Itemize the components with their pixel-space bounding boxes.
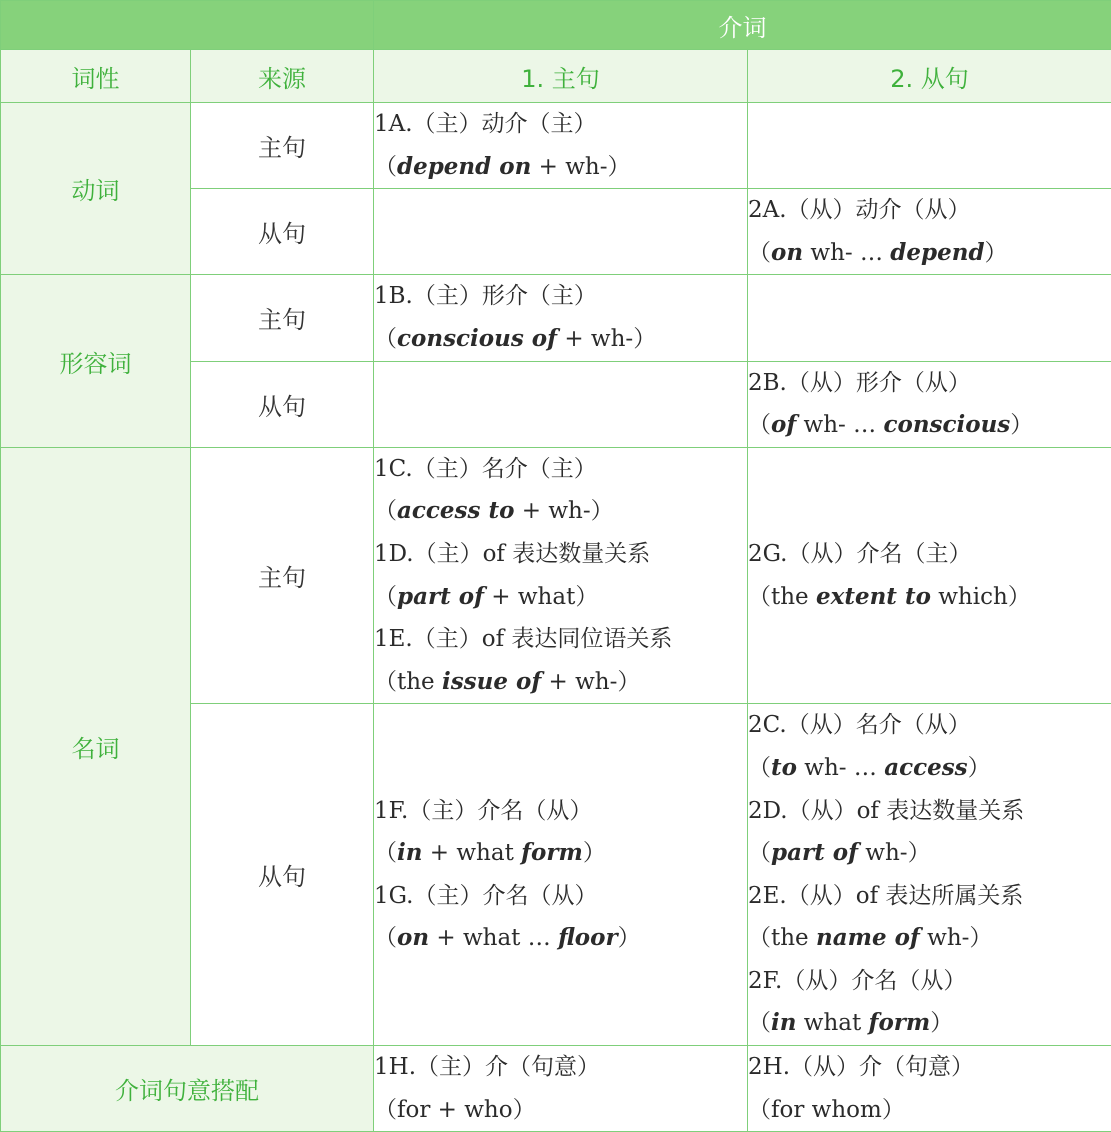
entry-label: 1F.（主）介名（从） [374,790,747,833]
entry-example: （part of wh-） [748,832,1111,875]
cell-empty [748,103,1111,189]
col-header-main: 1. 主句 [374,50,748,103]
cell-2G [748,447,1111,704]
entry-label: 1B.（主）形介（主） [374,275,747,318]
cell-empty [374,189,748,275]
col-header-sub: 2. 从句 [748,50,1111,103]
source-main: 主句 [191,275,374,361]
table-row [1,447,1111,704]
cell-2B [748,361,1111,447]
entry-example: （access to + wh-） [374,490,747,533]
pos-adjective: 形容词 [1,275,191,447]
col-header-source: 来源 [191,50,374,103]
source-sub: 从句 [191,704,374,1046]
header-row-top [1,1,1111,50]
cell-1H [374,1046,748,1132]
entry-example: （in what form） [748,1002,1111,1045]
entry-label: 2F.（从）介名（从） [748,960,1111,1003]
collocation-label: 介词句意搭配 [1,1046,374,1132]
entry-label: 1D.（主）of 表达数量关系 [374,533,747,576]
entry-example: （for + who） [374,1089,747,1132]
entry-label: 2D.（从）of 表达数量关系 [748,790,1111,833]
entry-label: 1E.（主）of 表达同位语关系 [374,618,747,661]
entry-example: （of wh- … conscious） [748,404,1111,447]
table-row [1,275,1111,361]
cell-2C-2F [748,704,1111,1046]
cell-empty [374,361,748,447]
pos-verb: 动词 [1,103,191,275]
table-row [1,1046,1111,1132]
entry-label: 1A.（主）动介（主） [374,103,747,146]
entry-example: （on wh- … depend） [748,232,1111,275]
entry-label: 1C.（主）名介（主） [374,448,747,491]
entry-example: （conscious of + wh-） [374,318,747,361]
table-row [1,103,1111,189]
col-header-pos: 词性 [1,50,191,103]
entry-example: （the extent to which） [748,576,1111,619]
entry-label: 2C.（从）名介（从） [748,704,1111,747]
cell-2H [748,1046,1111,1132]
source-main: 主句 [191,103,374,189]
cell-1B [374,275,748,361]
entry-label: 2A.（从）动介（从） [748,189,1111,232]
entry-example: （the issue of + wh-） [374,661,747,704]
entry-label: 2G.（从）介名（主） [748,533,1111,576]
entry-example: （the name of wh-） [748,917,1111,960]
entry-example: （depend on + wh-） [374,146,747,189]
pos-noun: 名词 [1,447,191,1045]
entry-label: 2B.（从）形介（从） [748,362,1111,405]
entry-label: 2E.（从）of 表达所属关系 [748,875,1111,918]
header-blank-cell [1,1,374,50]
entry-example: （to wh- … access） [748,747,1111,790]
entry-label: 2H.（从）介（句意） [748,1046,1111,1089]
entry-example: （part of + what） [374,576,747,619]
entry-example: （on + what … floor） [374,917,747,960]
cell-1C-1E [374,447,748,704]
entry-example: （for whom） [748,1089,1111,1132]
source-sub: 从句 [191,361,374,447]
source-main: 主句 [191,447,374,704]
cell-2A [748,189,1111,275]
header-row-columns [1,50,1111,103]
source-sub: 从句 [191,189,374,275]
cell-empty [748,275,1111,361]
entry-label: 1G.（主）介名（从） [374,875,747,918]
cell-1A [374,103,748,189]
header-prep-title: 介词 [374,1,1111,50]
entry-example: （in + what form） [374,832,747,875]
entry-label: 1H.（主）介（句意） [374,1046,747,1089]
cell-1F-1G [374,704,748,1046]
